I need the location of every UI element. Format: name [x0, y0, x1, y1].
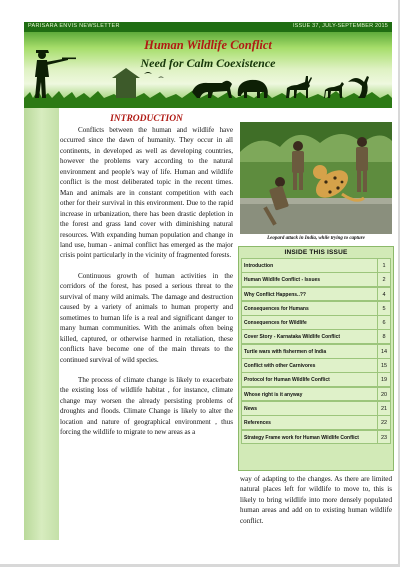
- table-row: [241, 272, 391, 287]
- contents-item-title: Conflict with other Carnivores: [244, 363, 316, 370]
- contents-item-page: 23: [377, 431, 390, 444]
- table-row: [241, 315, 391, 330]
- article-paragraph: Conflicts between the human and wildlife have occurred since the dawn of humanity. They occur in all continents, in developed as well as developing countries, however the problems vary according to the natural environment and people's way of life. Human and wildlife conflict is the most deliberated topic in the recent times. Man and animals are in constant competition with each other for their survival in this environment. Due to the rapid increase in urbanization, there has been drastic depletion in the forest and grass land cover with diminishing natural resources. With expanding human population and change in land use, human - animal conflict has emerged as the major crisis point particularly in the vicinity of fragmented forests.: [60, 126, 233, 260]
- table-row: [241, 258, 391, 273]
- subtitle: Need for Calm Coexistence: [140, 56, 276, 70]
- table-row: [241, 287, 391, 302]
- issue-label: ISSUE 37, JULY-SEPTEMBER 2015: [292, 23, 388, 29]
- contents-item-title: Strategy Frame work for Human Wildlife Conflict: [244, 434, 359, 441]
- contents-item-title: Turtle wars with fishermen of India: [244, 348, 327, 355]
- contents-item-title: Whose right is it anyway: [244, 391, 303, 398]
- contents-item-title: References: [244, 420, 271, 427]
- contents-item-title: News: [244, 405, 258, 412]
- contents-item-title: Consequences for Wildlife: [244, 320, 307, 327]
- contents-item-page: 6: [377, 316, 390, 329]
- contents-item-title: Protocol for Human Wildlife Conflict: [244, 377, 330, 384]
- contents-item-page: 19: [377, 373, 390, 386]
- table-row: [241, 344, 391, 359]
- contents-item-page: 22: [377, 416, 390, 429]
- contents-item-page: 5: [377, 302, 390, 315]
- contents-table: [241, 258, 391, 444]
- contents-item-page: 1: [377, 259, 390, 272]
- main-title: Human Wildlife Conflict: [144, 38, 272, 52]
- article-left-column: [60, 114, 233, 438]
- contents-item-page: 4: [377, 288, 390, 301]
- table-row: [241, 372, 391, 387]
- table-row: [241, 401, 391, 416]
- article-paragraph: The process of climate change is likely to exacerbate the existing loss of wildlife habitat , for instance, climate change may worsen the already persisting problems of droughts and floods. Climate Change is likely to alter the location and nature of geographical environment , thus forcing the wildlife to migrate to new areas as a: [60, 375, 233, 437]
- table-row: [241, 415, 391, 430]
- contents-item-page: 21: [377, 402, 390, 415]
- contents-item-page: 20: [377, 388, 390, 401]
- inside-this-issue-box: [238, 246, 394, 471]
- contents-item-title: Consequences for Humans: [244, 305, 309, 312]
- newsletter-name: PARISARA ENVIS NEWSLETTER: [28, 23, 120, 29]
- contents-item-page: 14: [377, 345, 390, 358]
- left-green-strip: [24, 108, 59, 540]
- table-row: [241, 329, 391, 344]
- table-row: [241, 387, 391, 402]
- contents-item-page: 2: [377, 273, 390, 286]
- contents-item-title: Why Conflict Happens..??: [244, 291, 306, 298]
- article-heading: INTRODUCTION: [110, 114, 183, 124]
- article-paragraph: Continuous growth of human activities in the corridors of the forest, has posed a serious threat to the survival of many wild animals. The damage and destruction caused by a variety of animals to human property and sometimes to human life is a real and significant danger to many human communities. With the animals often being killed, captured, or otherwise harmed in retaliation, these conflicts have become one of the main threats to the continued survival of wild species.: [60, 271, 233, 364]
- table-row: [241, 358, 391, 373]
- contents-title: INSIDE THIS ISSUE: [284, 249, 348, 256]
- contents-item-title: Cover Story - Karnataka Wildlife Conflict: [244, 334, 341, 341]
- table-row: [241, 430, 391, 445]
- contents-item-page: 15: [377, 359, 390, 372]
- table-row: [241, 301, 391, 316]
- article-right-column: [240, 474, 392, 526]
- contents-item-title: Human Wildlife Conflict - Issues: [244, 277, 321, 284]
- contents-item-page: 8: [377, 330, 390, 343]
- header-banner: [24, 22, 392, 108]
- contents-item-title: Introduction: [244, 263, 274, 269]
- leopard-attack-photo: [240, 122, 392, 234]
- photo-caption: Leopard attack in India, while trying to capture: [267, 236, 365, 241]
- article-paragraph: way of adapting to the changes. As there are limited natural places left for wildlife to move to, this is likely to bring wildlife into more densely populated human areas and add on to existing human wildlife conflict.: [240, 475, 392, 525]
